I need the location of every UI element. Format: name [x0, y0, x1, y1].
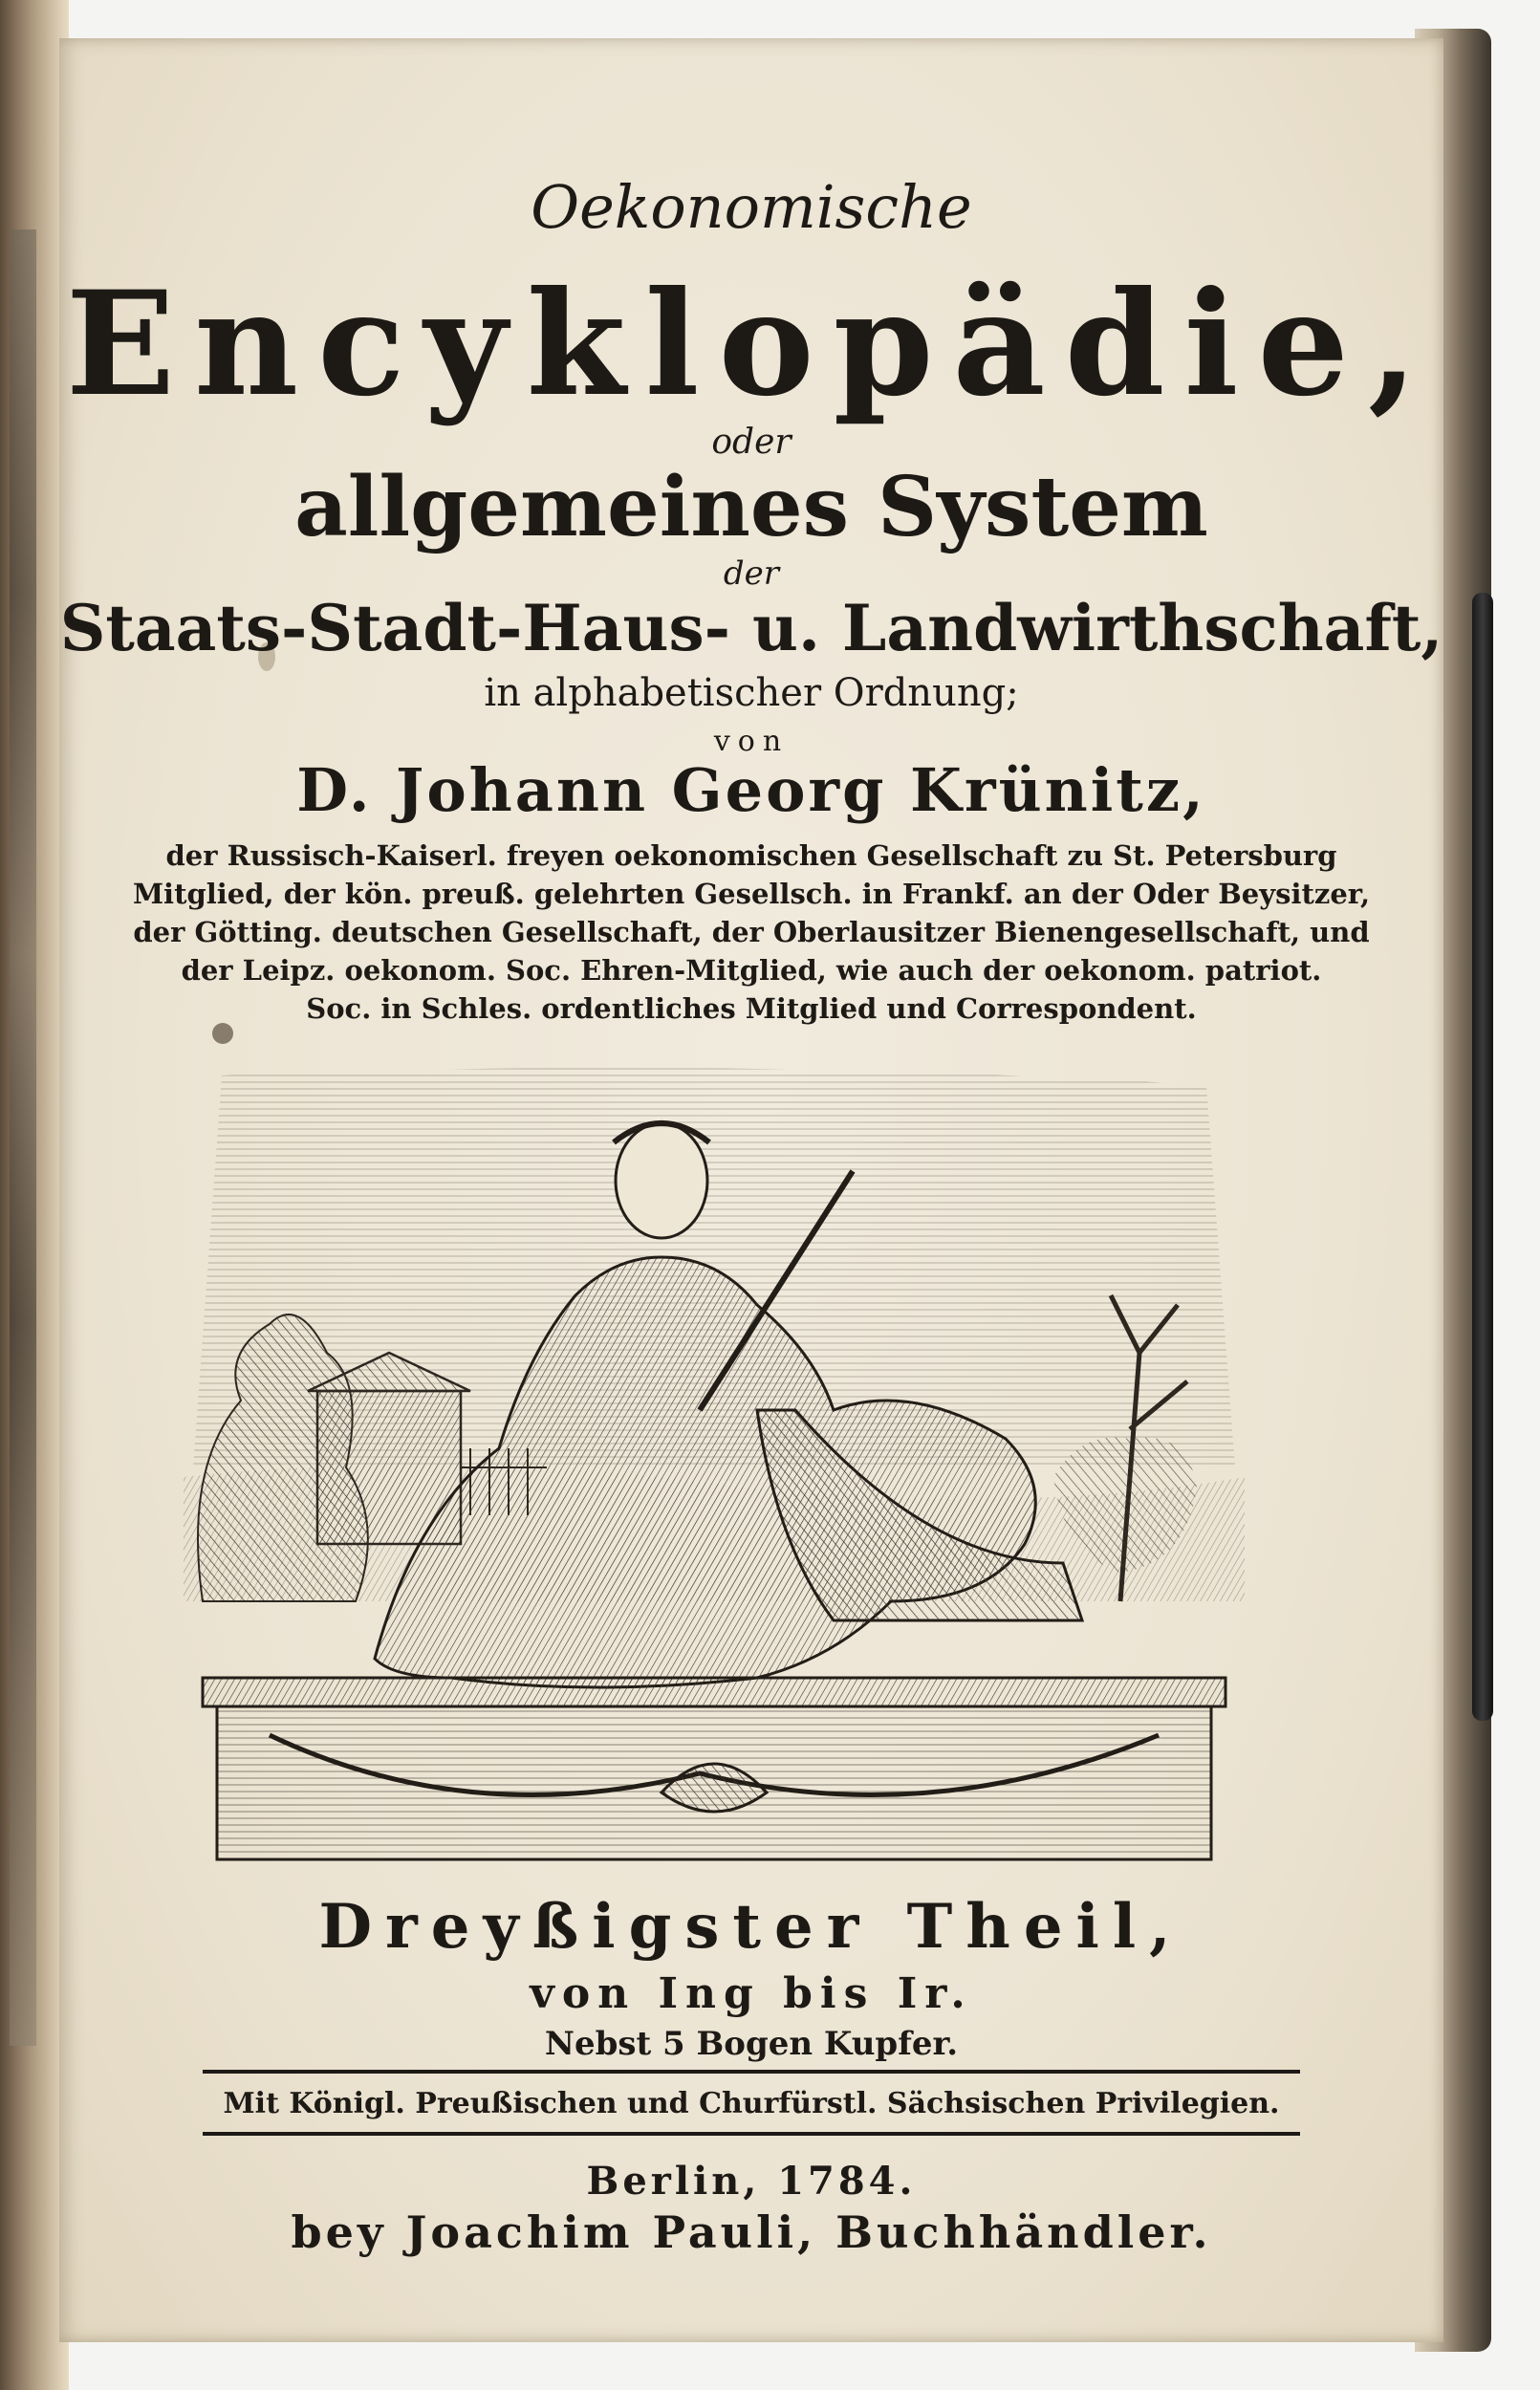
order-note: in alphabetischer Ordnung;: [484, 671, 1019, 715]
range-line: von Ing bis Ir.: [530, 1969, 973, 2018]
author-name: D. Johann Georg Krünitz,: [296, 755, 1206, 825]
title-page: [59, 38, 1443, 2342]
affiliation-line: Soc. in Schles. ordentliches Mitglied und Correspondent.: [306, 992, 1197, 1025]
bookmark-ribbon: [1472, 593, 1493, 1721]
paper-stain: [212, 1023, 233, 1044]
title-line-1: Oekonomische: [531, 172, 972, 242]
figure-head: [616, 1123, 707, 1238]
place-year: Berlin, 1784.: [586, 2159, 917, 2204]
by-line: von: [713, 725, 790, 758]
publisher-line: bey Joachim Pauli, Buchhändler.: [291, 2206, 1212, 2258]
article-der: der: [723, 554, 780, 593]
volume-line: Dreyßigster Theil,: [318, 1891, 1184, 1963]
affiliation-line: Mitglied, der kön. preuß. gelehrten Gesellsch. in Frankf. an der Oder Beysitzer,: [132, 878, 1371, 910]
rule-top: [203, 2070, 1300, 2074]
affiliation-line: der Götting. deutschen Gesellschaft, der Oberlausitzer Bienengesellschaft, und: [133, 916, 1370, 948]
title-line-2: Encyklopädie,: [65, 260, 1438, 428]
pedestal-top: [203, 1678, 1225, 1706]
subject-line: Staats-Stadt-Haus- u. Landwirthschaft,: [59, 591, 1443, 665]
affiliation-line: der Russisch-Kaiserl. freyen oekonomischen Gesellschaft zu St. Petersburg: [165, 839, 1337, 872]
rule-bottom: [203, 2132, 1300, 2136]
affiliation-line: der Leipz. oekonom. Soc. Ehren-Mitglied, wie auch der oekonom. patriot.: [181, 954, 1322, 987]
plates-line: Nebst 5 Bogen Kupfer.: [544, 2025, 959, 2063]
engraving-vignette: [164, 1066, 1264, 1879]
conjunction-oder: oder: [711, 423, 792, 462]
subtitle: allgemeines System: [294, 459, 1208, 555]
privilege-line: Mit Königl. Preußischen und Churfürstl. Sächsischen Privilegien.: [223, 2087, 1280, 2120]
